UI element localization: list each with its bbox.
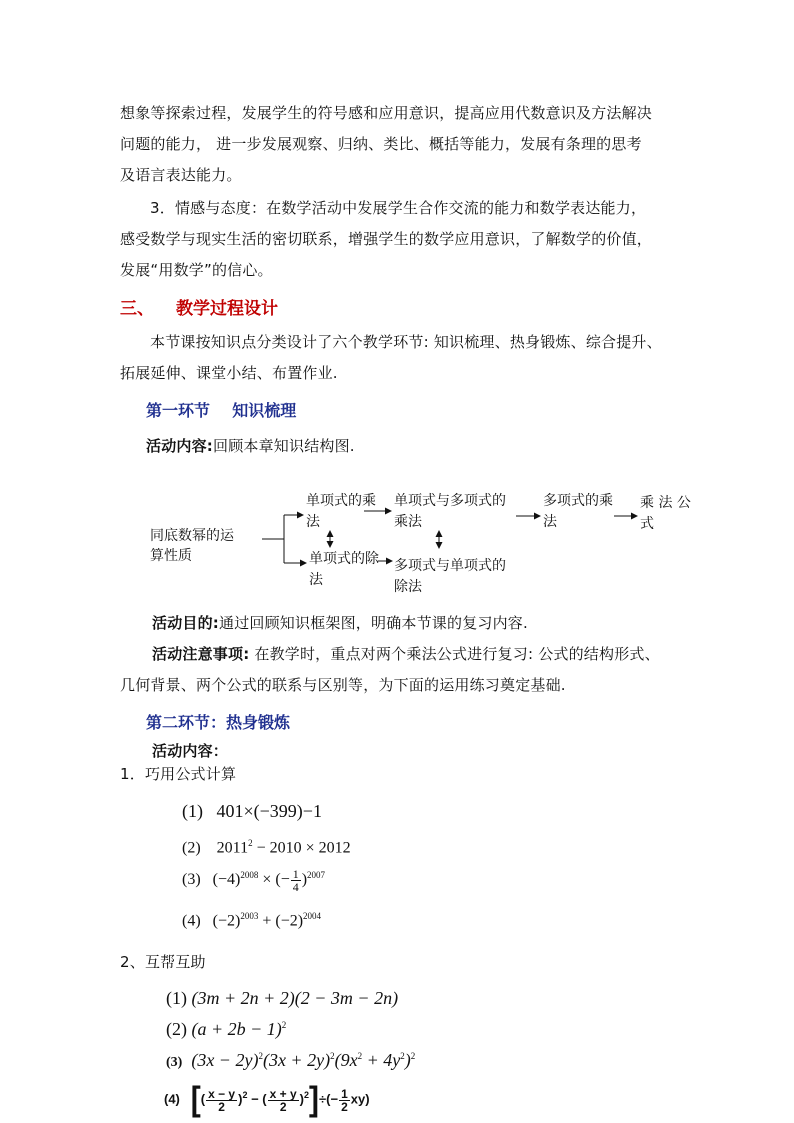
q2-p4-number: (4) (164, 1091, 180, 1107)
q1-p4-plus: + (−2) (258, 912, 304, 930)
q2-p1-number: (1) (166, 988, 187, 1008)
step1-content-label: 活动内容: (146, 437, 213, 455)
q2-p4-sq-1: 2 (242, 1090, 248, 1101)
q1-p2-number: (2) (182, 839, 201, 857)
q1-p3-fraction (291, 868, 301, 893)
q2-p1-expression: (3m + 2n + 2)(2 − 3m − 2n) (191, 988, 399, 1008)
q1-problem-3 (182, 868, 325, 893)
q2-p3-factor-3b: + 4y (362, 1050, 401, 1070)
q2-p2-exponent: 2 (281, 1020, 287, 1030)
node-mono-poly-line-1: 单项式与多项式的 (394, 493, 506, 509)
q1-p3-exponent-1: 2008 (240, 869, 259, 880)
q2-p4-open-bracket: [ (190, 1080, 201, 1119)
q2-p3-exp-4: 2 (400, 1051, 405, 1061)
q1-p3-times: × (− (258, 871, 290, 889)
q2-p3-factor-1: (3x − 2y) (191, 1050, 259, 1070)
q2-p4-fraction-2 (268, 1088, 299, 1113)
q1-p3-exponent-2: 2007 (307, 869, 326, 880)
q2-p4-den-2: 2 (279, 1099, 287, 1114)
q2-p4-xy: xy) (350, 1091, 370, 1107)
node-mono-mul-line-2: 法 (306, 514, 320, 530)
section3-title: 教学过程设计 (176, 299, 278, 319)
q2-p4-minus: − (247, 1091, 263, 1107)
q2-p3-factor-2: (3x + 2y) (262, 1050, 331, 1070)
q2-problem-3 (166, 1050, 415, 1071)
q2-p3-number: (3) (166, 1055, 183, 1070)
q2-p4-num-1: x − y (208, 1086, 236, 1101)
node-poly-mul-line-2: 法 (543, 514, 557, 530)
node-formula-line-1: 乘 法 公 (640, 495, 691, 511)
step1-notes-line-1: 在教学时，重点对两个乘法公式进行复习: 公式的结构形式、 (249, 645, 660, 663)
q2-p3-exp-1: 2 (258, 1051, 263, 1061)
step1-notes-label: 活动注意事项: (152, 645, 250, 663)
q2-p3-factor-3c: ) (404, 1050, 411, 1070)
q2-p4-divide: ÷(− (319, 1091, 339, 1107)
q1-p3-numerator: 1 (292, 867, 299, 881)
q1-p2-rest: − 2010 × 2012 (252, 839, 351, 857)
intro-line-3: 及语言表达能力。 (120, 166, 242, 184)
q1-p4-exponent-2: 2004 (303, 911, 322, 921)
q2-problem-1 (166, 988, 398, 1009)
q1-p1-expression: 401×(−399)−1 (216, 801, 322, 821)
step1-title: 第一环节 知识梳理 (146, 401, 297, 420)
intro-line-1: 想象等探索过程，发展学生的符号感和应用意识，提高应用代数意识及方法解决 (120, 104, 653, 122)
step1-purpose (152, 612, 528, 633)
goal3-line-2: 感受数学与现实生活的密切联系，增强学生的数学应用意识，了解数学的价值， (120, 230, 653, 248)
q2-p4-close-bracket: ] (309, 1080, 320, 1119)
step1-content-text: 回顾本章知识结构图. (213, 437, 355, 455)
q2-p3-exp-3: 2 (357, 1051, 363, 1061)
q2-p4-fraction-3 (339, 1088, 350, 1113)
q1-p2-exponent: 2 (248, 838, 253, 848)
q1-p2-base: 2011 (216, 839, 249, 857)
step1-purpose-text: 通过回顾知识框架图，明确本节课的复习内容. (219, 614, 528, 632)
q1-problem-2 (182, 838, 351, 857)
q2-p4-num-3: 1 (341, 1086, 348, 1101)
node-mono-div-line-2: 法 (309, 572, 323, 588)
q1-p4-base-1: (−2) (212, 912, 241, 930)
q2-p3-exp-2: 2 (330, 1051, 335, 1061)
node-mono-div-line-1: 单项式的除 (309, 551, 379, 567)
section3-intro-line-2: 拓展延伸、课堂小结、布置作业. (120, 364, 338, 382)
intro-line-2: 问题的能力， 进一步发展观察、归纳、类比、概括等能力，发展有条理的思考 (120, 135, 642, 153)
q2-p4-num-2: x + y (269, 1086, 297, 1101)
node-poly-mul-line-1: 多项式的乘 (543, 493, 613, 509)
step2-content-label: 活动内容： (152, 742, 229, 760)
q2-p4-den-1: 2 (218, 1099, 225, 1114)
q1-p3-denominator: 4 (292, 880, 299, 894)
q1-p1-number: (1) (182, 801, 203, 821)
q1-problem-4 (182, 911, 321, 930)
q2-problem-2 (166, 1019, 286, 1040)
q1-p3-number: (3) (182, 871, 201, 889)
step2-title: 第二环节：热身锻炼 (146, 713, 291, 732)
node-poly-div-line-2: 除法 (394, 579, 422, 595)
node-root-line-1: 同底数幂的运 (150, 528, 234, 544)
q1-title: 1．巧用公式计算 (120, 765, 237, 783)
section3-intro-line-1: 本节课按知识点分类设计了六个教学环节: 知识梳理、热身锻炼、综合提升、 (150, 333, 662, 351)
goal3-line-1: 3．情感与态度：在数学活动中发展学生合作交流的能力和数学表达能力， (150, 199, 647, 217)
node-mono-poly-line-2: 乘法 (394, 514, 422, 530)
node-mono-mul-line-1: 单项式的乘 (306, 493, 376, 509)
q2-p2-expression: (a + 2b − 1) (191, 1019, 282, 1039)
q1-p4-exponent-1: 2003 (240, 911, 259, 921)
q2-title: 2、互帮互助 (120, 953, 206, 971)
q1-problem-1 (182, 801, 322, 822)
step1-notes-line-2: 几何背景、两个公式的联系与区别等，为下面的运用练习奠定基础. (120, 676, 566, 694)
q1-p3-base: (−4) (212, 871, 241, 889)
step1-notes (152, 643, 660, 664)
q2-p4-fraction-1 (206, 1088, 237, 1113)
node-poly-div-line-1: 多项式与单项式的 (394, 558, 506, 574)
q2-p4-sq-2: 2 (304, 1090, 310, 1101)
q2-p3-exp-5: 2 (410, 1051, 416, 1061)
q2-problem-4: (4) [( $\frac{x - y}{2}$ )$^2$ − ( $\frac{x + y}{2}$ )$^2$]÷(− $\frac{1}{2}$ xy) (164, 1080, 370, 1119)
step1-purpose-label: 活动目的: (152, 614, 219, 632)
node-formula-line-2: 式 (640, 516, 654, 532)
section3-number: 三、 (120, 299, 154, 319)
q2-p4-den-3: 2 (341, 1099, 348, 1114)
node-root-line-2: 算性质 (150, 548, 192, 564)
q1-p3-close: ) (301, 871, 308, 889)
goal3-line-3: 发展“用数学”的信心。 (120, 261, 273, 279)
q2-p3-factor-3a: (9x (334, 1050, 358, 1070)
q2-p2-number: (2) (166, 1019, 187, 1039)
q1-p4-number: (4) (182, 912, 201, 930)
